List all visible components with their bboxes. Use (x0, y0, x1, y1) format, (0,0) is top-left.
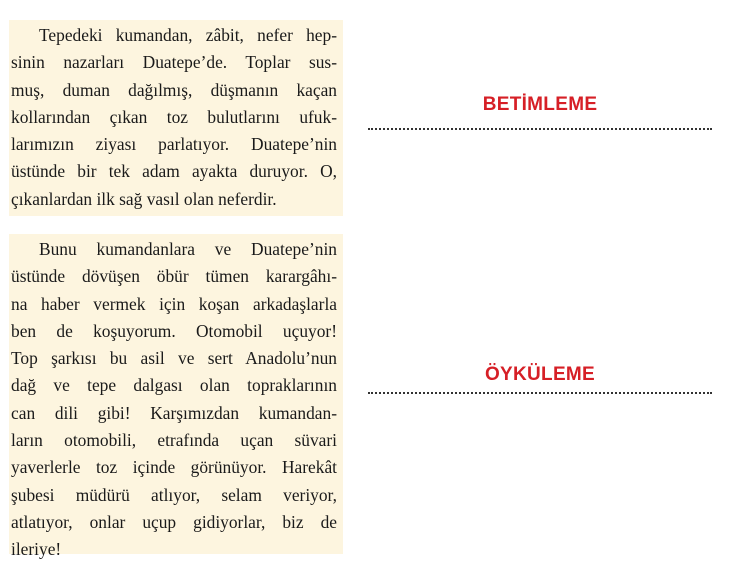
passage-line: muş, duman dağılmış, düşmanın kaçan (11, 79, 337, 100)
passage-line: can dili gibi! Karşımızdan kumandan- (11, 402, 337, 423)
passage-line: dağ ve tepe dalgası olan topraklarının (11, 375, 337, 396)
passage-line: ben de koşuyorum. Otomobil uçuyor! (11, 320, 337, 341)
passage-line: yaverlerle toz içinde görünüyor. Harekât (11, 457, 337, 478)
answer-line-2[interactable] (368, 364, 712, 394)
passage-line: şubesi müdürü atlıyor, selam veriyor, (11, 484, 337, 505)
passage-line: larımızın ziyası parlatıyor. Duatepe’nin (11, 134, 337, 155)
passage-line: Top şarkısı bu asil ve sert Anadolu’nun (11, 348, 337, 369)
passage-line: kollarından çıkan toz bulutlarını ufuk- (11, 106, 337, 127)
answer-line-1[interactable] (368, 92, 712, 130)
passage-line: üstünde bir tek adam ayakta duruyor. O, (11, 161, 337, 182)
passage-line: Tepedeki kumandan, zâbit, nefer hep- (39, 25, 337, 45)
passage-line: Bunu kumandanlara ve Duatepe’nin (39, 239, 337, 259)
passage-line: üstünde dövüşen öbür tümen karargâhı- (11, 266, 337, 287)
passage-line: ileriye! (11, 539, 62, 560)
passage-paragraph (11, 22, 337, 213)
betimleme-label: BETİMLEME (482, 94, 598, 115)
passage-line: sinin nazarları Duatepe’de. Toplar sus- (11, 52, 337, 73)
passage-line: atlatıyor, onlar uçup gidiyorlar, biz de (11, 511, 337, 532)
passage-line: çıkanlardan ilk sağ vasıl olan neferdir. (11, 188, 277, 209)
passage-line: ların otomobili, etrafında uçan süvari (11, 430, 337, 451)
oykuleme-label: ÖYKÜLEME (484, 364, 596, 385)
passage-paragraph (11, 236, 337, 564)
passage-line: na haber vermek için koşan arkadaşlarla (11, 293, 337, 314)
descriptive-passage (9, 20, 343, 216)
narrative-passage (9, 234, 343, 560)
